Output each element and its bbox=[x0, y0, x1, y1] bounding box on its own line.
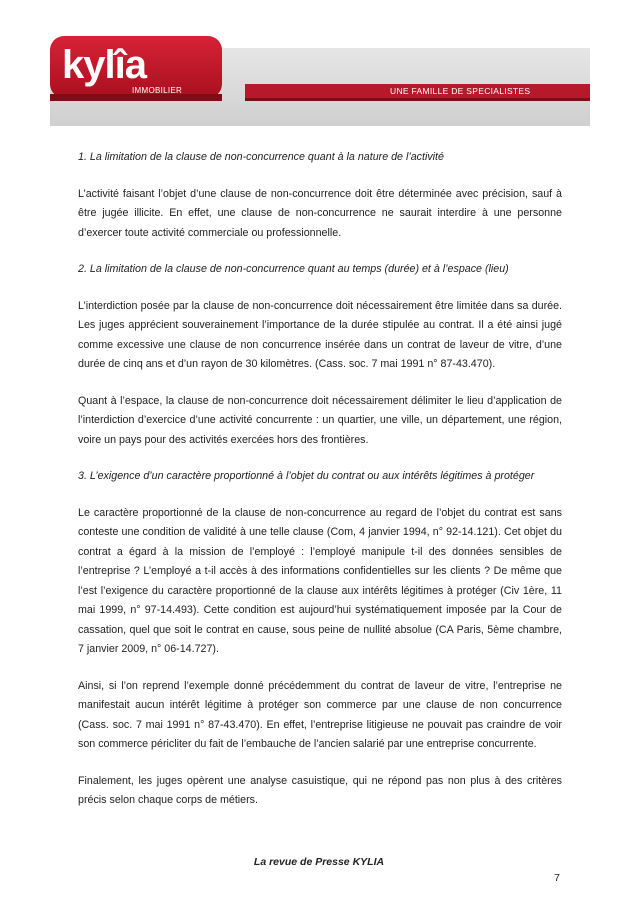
article-body bbox=[78, 148, 562, 828]
tagline: UNE FAMILLE DE SPECIALISTES bbox=[390, 86, 531, 96]
footer-title: La revue de Presse KYLIA bbox=[253, 856, 385, 868]
paragraph-5: Ainsi, si l’on reprend l’exemple donné précédemment du contrat de laveur de vitre, l’entreprise ne manifestait aucun intérêt légitime à protéger son commerce par une clause de non concurrence (Cass. soc. 7 mai 1991 n° 87-43.470). En effet, l’entreprise litigieuse ne pouvait pas craindre de voir son commerce péricliter du fait de l’embauche de l’ancien salarié par une entreprise concurrente. bbox=[78, 679, 562, 750]
paragraph-4: Le caractère proportionné de la clause de non-concurrence au regard de l’objet du contrat est sans conteste une condition de validité à une telle clause (Com, 4 janvier 1994, n° 92-14.121). Cet objet du contrat a égard à la mission de l’employé : l’employé manipule t-il des données sensibles de l’entreprise ? L’employé a t-il accès à des informations confidentielles sur les clients ? De même que l’est l’exigence du caractère proportionné de la clause aux intérêts légitimes à protéger (Civ 1ère, 11 mai 1999, n° 97-14.493). Cette condition est aujourd’hui systématiquement imposée par la Cour de cassation, quel que soit le contrat en cause, sous peine de nullité absolue (CA Paris, 5ème chambre, 7 janvier 2009, n° 06-14.727). bbox=[78, 506, 562, 655]
paragraph-2: L’interdiction posée par la clause de non-concurrence doit nécessairement être limitée dans sa durée. Les juges apprécient souverainement l’importance de la durée stipulée au contrat. Il a été ainsi jugé comme excessive une clause de non concurrence insérée dans un contrat de laveur de vitre, d’une durée de cinq ans et d’un rayon de 30 kilomètres. (Cass. soc. 7 mai 1991 n° 87-43.470). bbox=[78, 299, 562, 370]
paragraph-3: Quant à l’espace, la clause de non-concurrence doit nécessairement délimiter le lieu d’application de l’interdiction d’exercice d’une activité concurrente : un quartier, une ville, un département, une région, voire un pays pour des activités exercées hors des frontières. bbox=[78, 394, 562, 446]
section-heading-3: 3. L’exigence d’un caractère proportionné à l’objet du contrat ou aux intérêts légitimes à protéger bbox=[78, 470, 535, 482]
header-banner bbox=[50, 14, 590, 126]
logo-subtext: IMMOBILIER bbox=[132, 86, 183, 95]
section-heading-1: 1. La limitation de la clause de non-concurrence quant à la nature de l’activité bbox=[78, 151, 444, 163]
paragraph-1: L’activité faisant l’objet d’une clause de non-concurrence doit être déterminée avec précision, sauf à être jugée illicite. En effet, une clause de non-concurrence ne saurait interdire à une personne d’exercer toute activité commerciale ou professionnelle. bbox=[78, 187, 562, 239]
paragraph-6: Finalement, les juges opèrent une analyse casuistique, qui ne répond pas non plus à des critères précis selon chaque corps de métiers. bbox=[78, 774, 562, 806]
logo-text: kylîa bbox=[62, 43, 146, 87]
page-number: 7 bbox=[554, 872, 560, 884]
section-heading-2: 2. La limitation de la clause de non-concurrence quant au temps (durée) et à l’espace (lieu) bbox=[78, 263, 509, 275]
